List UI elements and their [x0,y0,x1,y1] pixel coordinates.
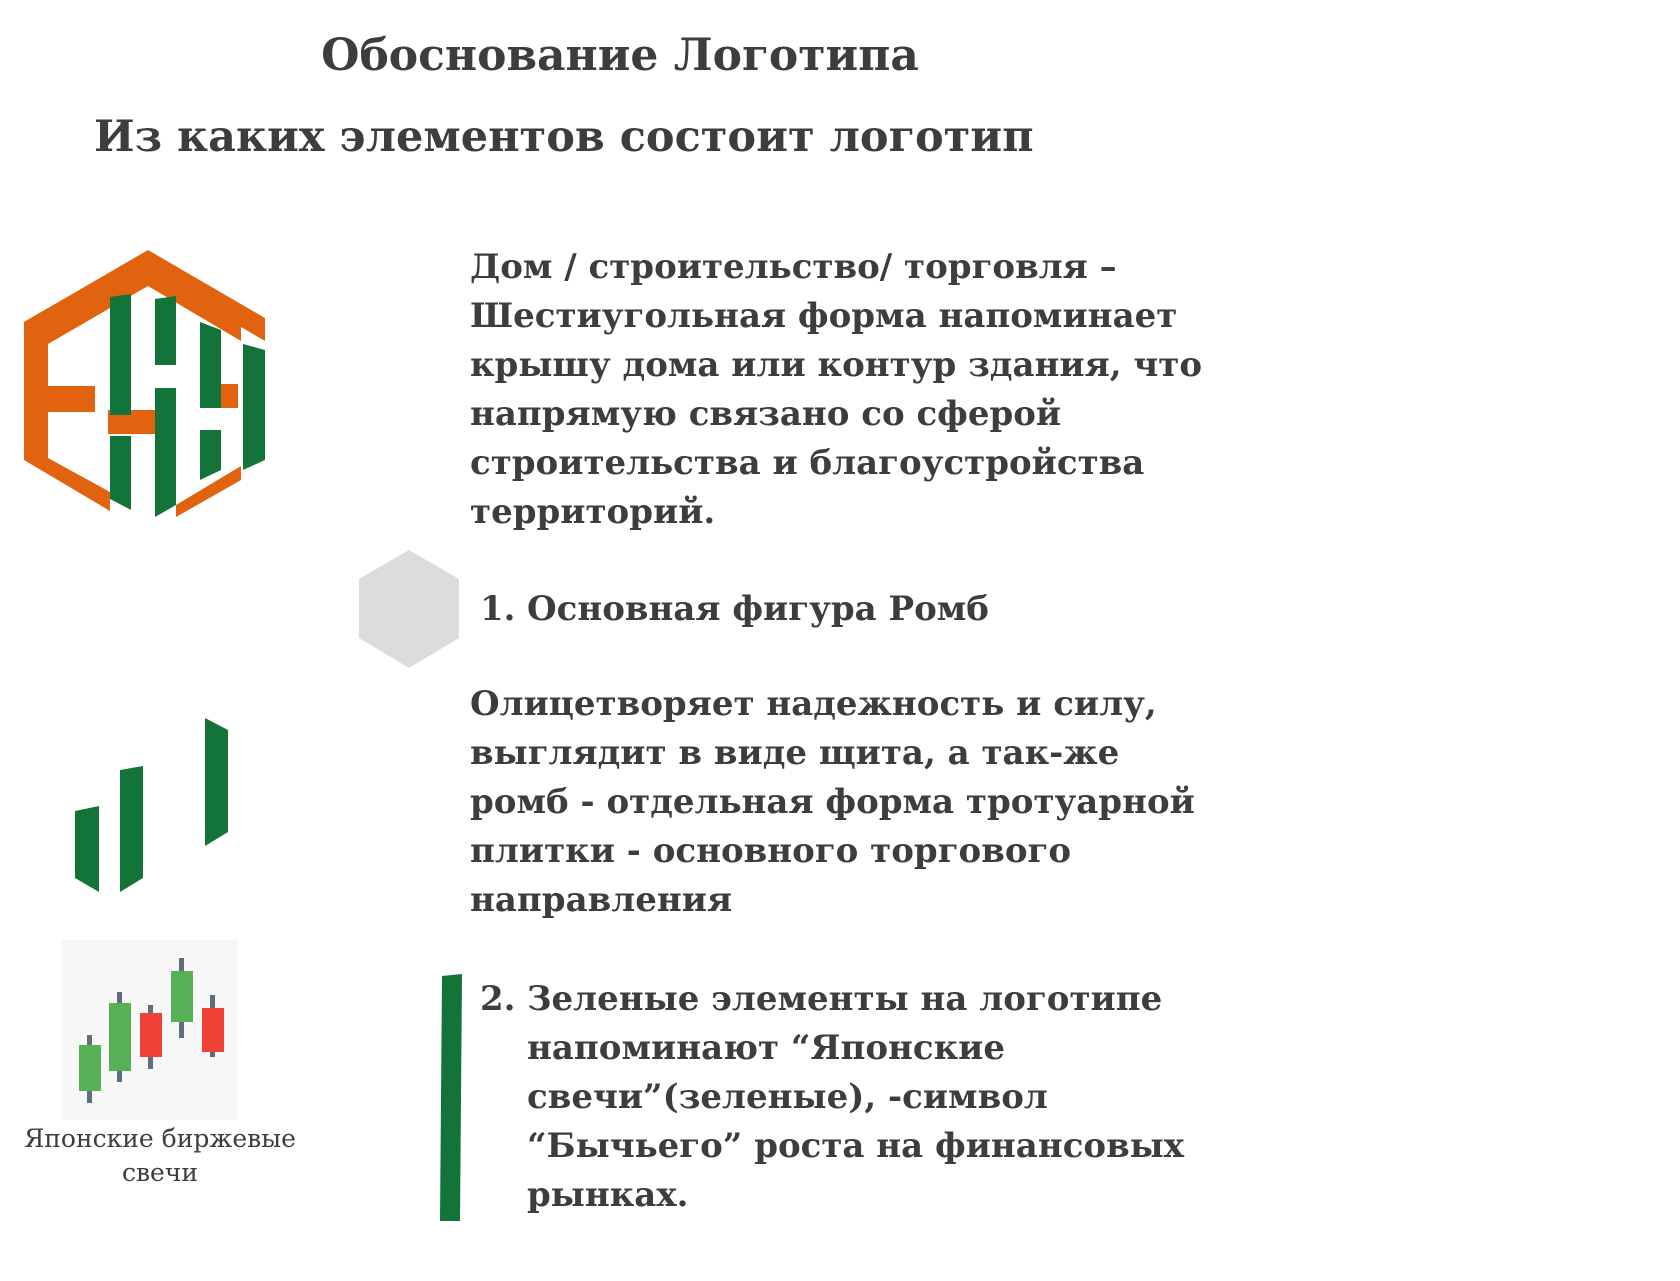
page-title: Обоснование Логотипа [321,30,919,81]
description-line: Олицетворяет надежность и силу, [470,684,1157,724]
caption-line: Японские биржевые [24,1124,296,1153]
description-line: ромб - отдельная форма тротуарной [470,782,1195,822]
list-item-line: рынках. [527,1175,689,1215]
page-subtitle: Из каких элементов состоит логотип [94,112,1034,162]
intro-line: Шестиугольная форма напоминает [470,296,1178,336]
intro-line: крышу дома или контур здания, что [470,345,1203,385]
description-line: направления [470,880,733,920]
list-item-body [527,975,1184,1220]
list-item-line: Зеленые элементы на логотипе [527,979,1163,1019]
list-item-line: напоминают “Японские [527,1028,1006,1068]
list-item-number: 2. [480,979,516,1019]
description-line: выглядит в виде щита, а так-же [470,733,1120,773]
intro-line: Дом / строительство/ торговля – [470,247,1117,287]
list-item-line: Основная фигура Ромб [527,589,989,629]
list-item-line: “Бычьего” роста на финансовых [527,1126,1185,1166]
caption-line: свечи [121,1158,199,1187]
intro-line: напрямую связано со сферой [470,394,1062,434]
description-line: плитки - основного торгового [470,831,1072,871]
list-item-line: свечи”(зеленые), -символ [527,1077,1048,1117]
intro-line: строительства и благоустройства [470,443,1145,483]
list-item-number: 1. [480,589,516,629]
intro-line: территорий. [470,492,716,532]
